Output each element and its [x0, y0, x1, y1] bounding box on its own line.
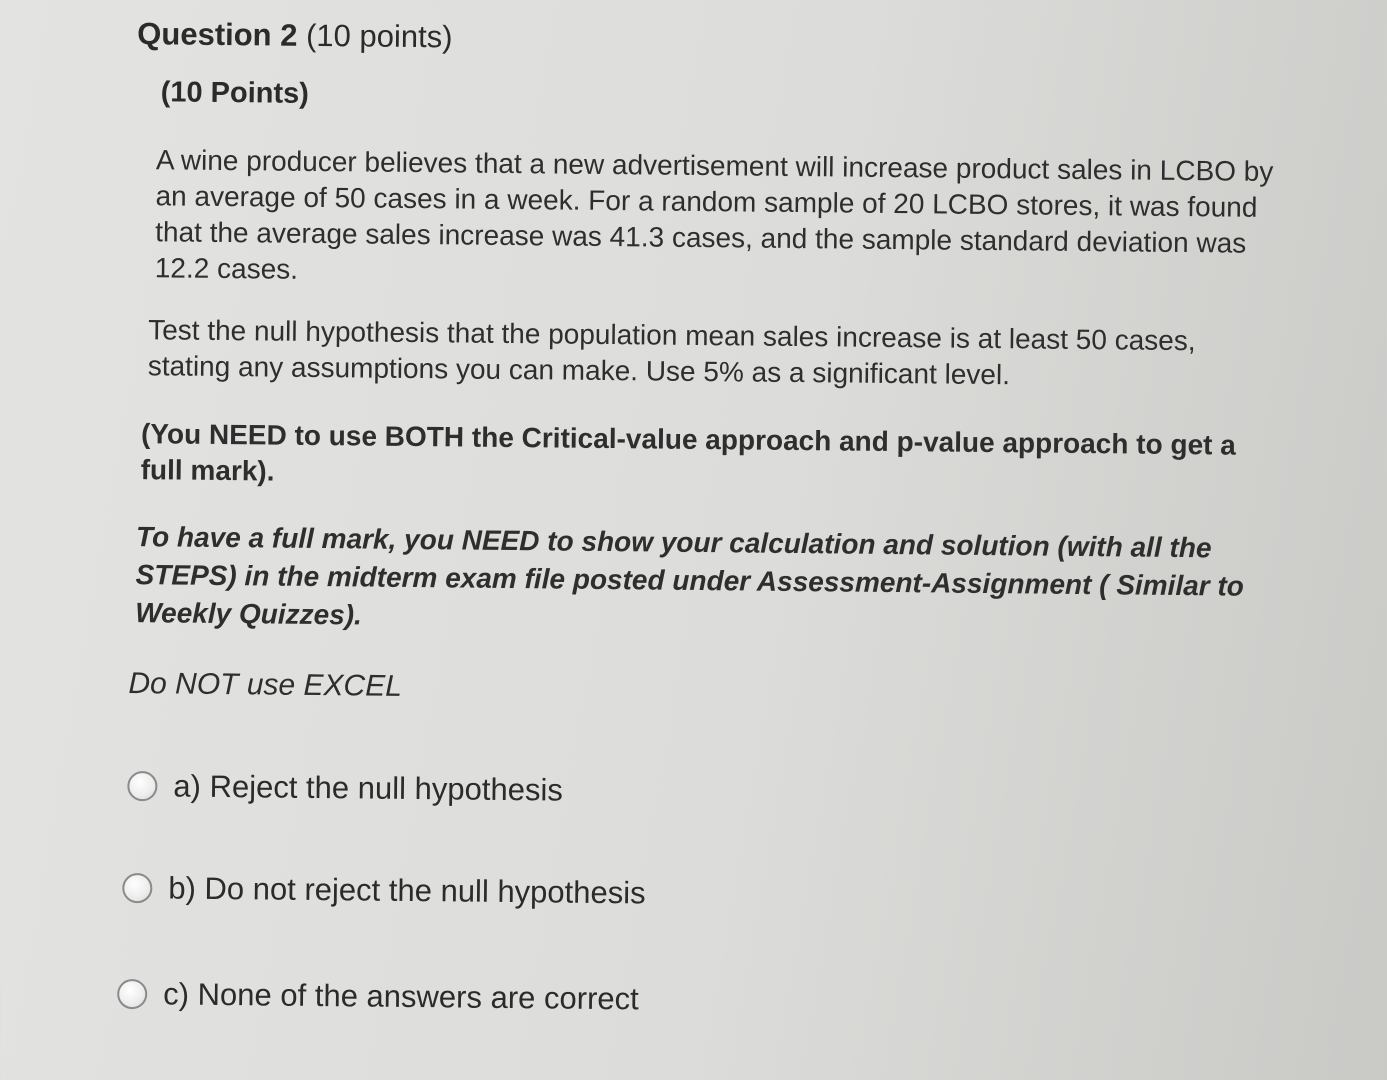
points-line: (10 Points) — [160, 76, 310, 110]
question-header — [137, 16, 453, 55]
radio-button-c[interactable] — [117, 979, 147, 1009]
problem-text: A wine producer believes that a new advertisement will increase product sales in LCBO by an average of 50 cases in a week. For a random sample of 20 LCBO stores, it was found that the average sales increase was 41.3 cases, and the sample standard deviation was 12.2 cases. — [154, 144, 1274, 285]
answer-option-b-label: b) Do not reject the null hypothesis — [168, 870, 646, 911]
full-mark-note: To have a full mark, you NEED to show your calculation and solution (with all the STEPS) in the midterm exam file posted under Assessment-Assignment ( Similar to Weekly Quizzes). — [135, 521, 1245, 631]
approach-note: (You NEED to use BOTH the Critical-value approach and p-value approach to get a full mark). — [140, 418, 1236, 487]
question-points: (10 points) — [305, 17, 453, 55]
radio-button-b[interactable] — [122, 873, 152, 903]
answer-option-b[interactable] — [122, 870, 646, 911]
excel-note: Do NOT use EXCEL — [128, 667, 403, 703]
answer-option-a[interactable] — [127, 768, 563, 809]
answer-option-c-label: c) None of the answers are correct — [163, 976, 639, 1017]
question-title: Question 2 — [137, 16, 298, 53]
answer-option-a-label: a) Reject the null hypothesis — [173, 768, 563, 808]
task-text: Test the null hypothesis that the population mean sales increase is at least 50 cases, stating any assumptions you can make. Use 5% as a significant level. — [147, 314, 1196, 391]
radio-button-a[interactable] — [127, 771, 157, 801]
answer-option-c[interactable] — [117, 976, 639, 1017]
